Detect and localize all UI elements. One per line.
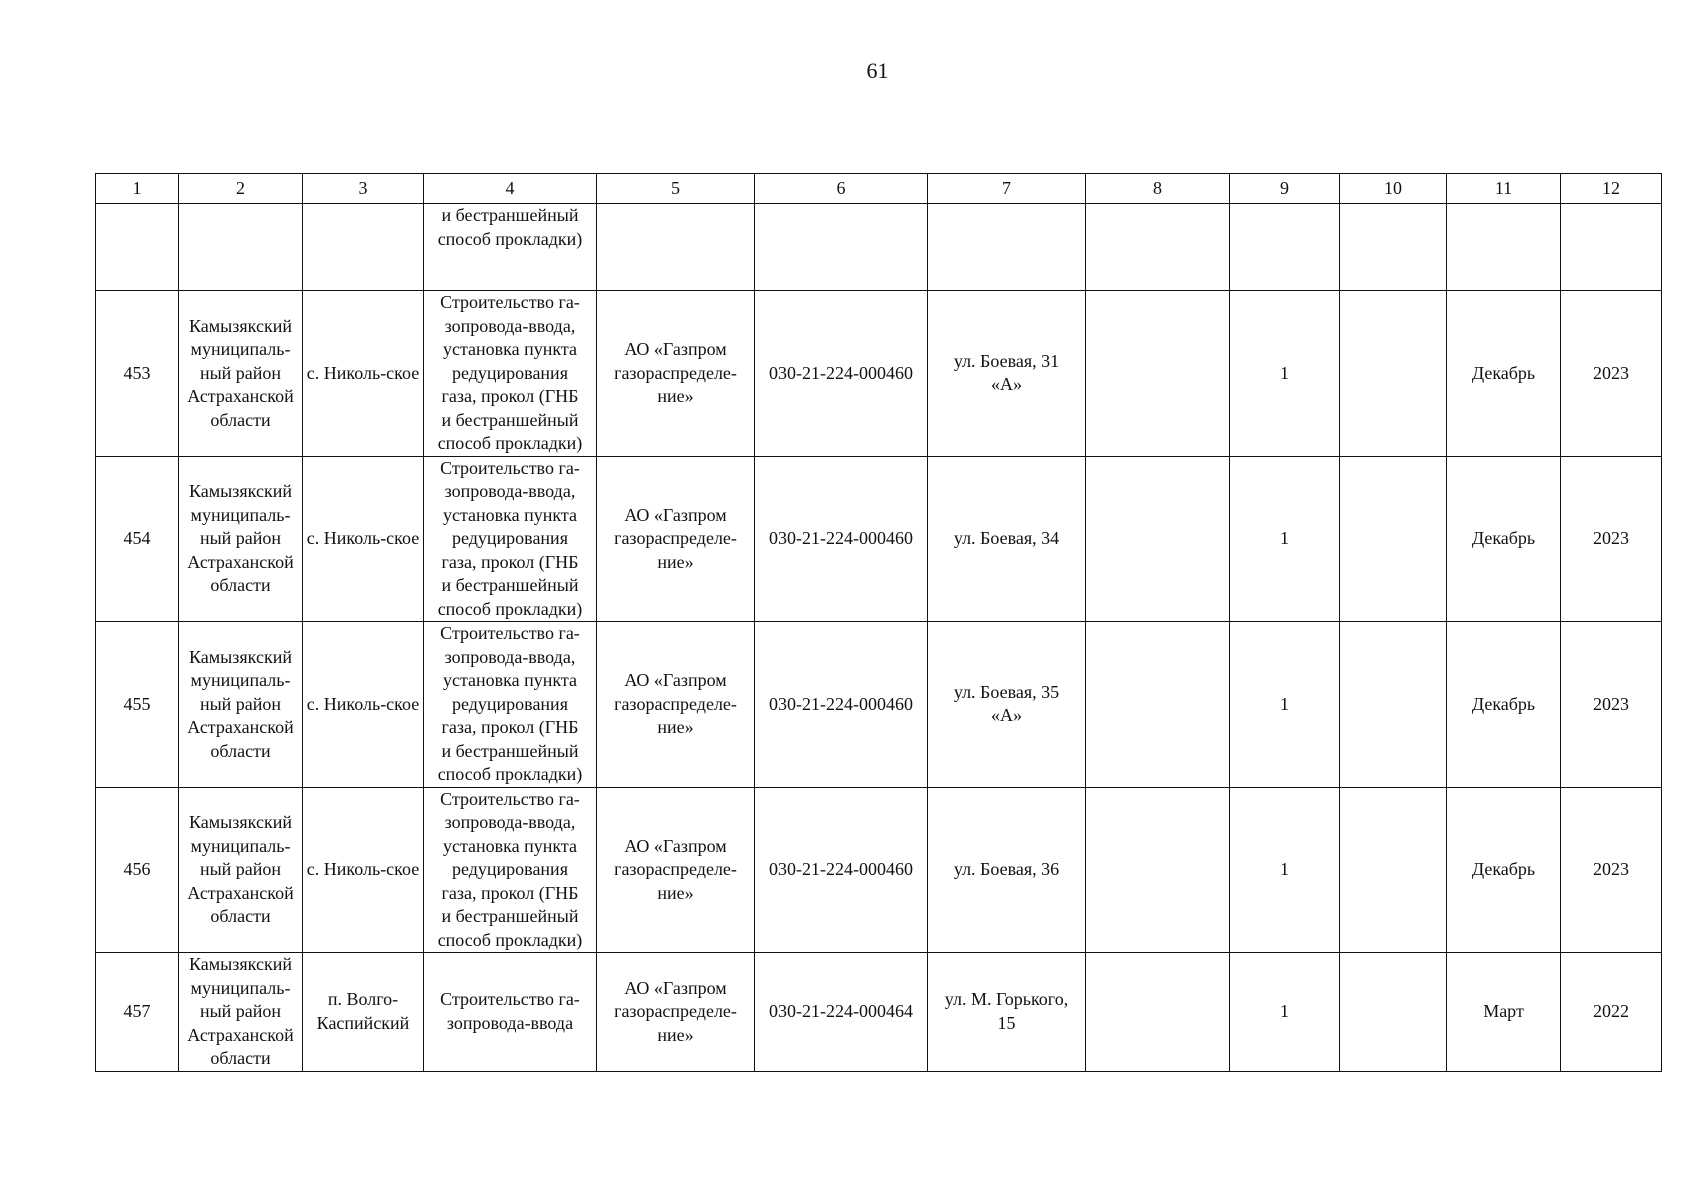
cell-text: 1: [1280, 859, 1289, 879]
cell: [1086, 204, 1230, 291]
text-line: Строительство га-: [440, 989, 580, 1010]
company: [597, 291, 755, 457]
row-number: [96, 953, 179, 1072]
text-line: зопровода-ввода,: [444, 812, 576, 832]
text-line: способ прокладки): [437, 764, 583, 784]
text-line: АО «Газпром: [624, 504, 727, 525]
object-code: [755, 953, 928, 1072]
cell: [1340, 953, 1447, 1072]
cell: [1447, 204, 1561, 291]
address: [928, 291, 1086, 457]
text-line: установка пункта: [442, 835, 577, 856]
continuation-row: [96, 204, 1662, 291]
text-line: области: [210, 740, 271, 761]
cell: [1340, 787, 1447, 953]
text-line: с. Николь-ское: [306, 528, 420, 548]
count: [1230, 622, 1340, 788]
cell: [755, 204, 928, 291]
column-number-row: [96, 174, 1662, 204]
text-line: ный район: [199, 859, 282, 879]
row-number: [96, 622, 179, 788]
work-description: [424, 622, 597, 788]
text-line: АО «Газпром: [624, 339, 727, 359]
district: [179, 953, 303, 1072]
cell-text: Декабрь: [1471, 362, 1536, 383]
row-number: [96, 456, 179, 622]
text-line: п. Волго-: [327, 989, 399, 1010]
text-line: установка пункта: [442, 339, 577, 359]
text-line: ул. Боевая, 31: [953, 350, 1060, 371]
cell-text: 2022: [1593, 1001, 1629, 1021]
cell: [179, 204, 303, 291]
company: [597, 456, 755, 622]
text-line: Астраханской: [187, 551, 294, 572]
column-number: 7: [928, 174, 1086, 204]
text-line: ный район: [199, 1001, 282, 1021]
text-line: 15: [997, 1012, 1016, 1033]
work-description: [424, 953, 597, 1072]
text-line: и бестраншейный: [441, 740, 579, 761]
column-number: 3: [303, 174, 424, 204]
text-line: Каспийский: [316, 1012, 410, 1033]
year: [1561, 456, 1662, 622]
text-line: редуцирования: [452, 528, 568, 548]
month: [1447, 953, 1561, 1072]
table-row: [96, 953, 1662, 1072]
text-line: Астраханской: [187, 882, 294, 903]
count: [1230, 291, 1340, 457]
cell-text: 030-21-224-000464: [769, 1001, 913, 1021]
text-line: установка пункта: [442, 670, 577, 690]
object-code: [755, 456, 928, 622]
page-number: 61: [866, 58, 889, 83]
text-line: АО «Газпром: [624, 670, 727, 690]
text-line: с. Николь-ское: [306, 693, 420, 714]
text-line: редуцирования: [452, 859, 568, 879]
column-number: 2: [179, 174, 303, 204]
cell: [1086, 291, 1230, 457]
object-code: [755, 291, 928, 457]
text-line: газораспределе-: [614, 1001, 737, 1021]
column-number: 1: [96, 174, 179, 204]
text-line: муниципаль-: [190, 670, 291, 690]
cell: [1086, 456, 1230, 622]
text-line: ул. Боевая, 36: [953, 859, 1060, 879]
text-line: газа, прокол (ГНБ: [441, 386, 579, 406]
text-line: установка пункта: [442, 504, 577, 525]
address: [928, 456, 1086, 622]
cell: [1230, 204, 1340, 291]
text-line: способ прокладки): [437, 929, 583, 950]
month: [1447, 787, 1561, 953]
text-line: области: [210, 409, 271, 430]
text-line: Астраханской: [187, 717, 294, 737]
text-line: зопровода-ввода,: [444, 315, 576, 336]
cell: [1561, 204, 1662, 291]
text-line: Камызякский: [189, 812, 292, 832]
table-row: [96, 787, 1662, 953]
cell: [1340, 456, 1447, 622]
address: [928, 622, 1086, 788]
text-line: ние»: [657, 882, 694, 903]
table-body: [96, 174, 1662, 1072]
cell-text: 030-21-224-000460: [769, 362, 913, 383]
text-line: муниципаль-: [190, 977, 291, 998]
table-row: [96, 291, 1662, 457]
text-line: муниципаль-: [190, 339, 291, 359]
text-line: Строительство га-: [440, 457, 580, 478]
column-number: 4: [424, 174, 597, 204]
cell-text: Декабрь: [1471, 859, 1536, 879]
text-line: ный район: [199, 693, 282, 714]
count: [1230, 456, 1340, 622]
year: [1561, 787, 1662, 953]
text-line: редуцирования: [452, 362, 568, 383]
text-line: с. Николь-ское: [306, 362, 420, 383]
text-line: области: [210, 906, 271, 926]
text-line: и бестраншейный: [441, 205, 579, 225]
text-line: газораспределе-: [614, 859, 737, 879]
text-line: и бестраншейный: [441, 906, 579, 926]
cell: [1340, 291, 1447, 457]
cell-text: 1: [1280, 693, 1289, 714]
text-line: способ прокладки): [437, 433, 583, 453]
text-line: Камызякский: [189, 954, 292, 974]
cell-text: 030-21-224-000460: [769, 859, 913, 879]
text-line: газа, прокол (ГНБ: [441, 882, 579, 903]
text-line: газа, прокол (ГНБ: [441, 551, 579, 572]
text-line: зопровода-ввода,: [444, 646, 576, 667]
cell-text: 453: [123, 362, 151, 383]
table-row: [96, 622, 1662, 788]
object-code: [755, 787, 928, 953]
settlement: [303, 456, 424, 622]
text-line: ул. Боевая, 35: [953, 681, 1060, 702]
company: [597, 953, 755, 1072]
text-line: ул. М. Горького,: [944, 989, 1069, 1010]
count: [1230, 953, 1340, 1072]
column-number: 11: [1447, 174, 1561, 204]
cell: [1340, 204, 1447, 291]
text-line: газораспределе-: [614, 362, 737, 383]
company: [597, 622, 755, 788]
year: [1561, 291, 1662, 457]
text-line: газа, прокол (ГНБ: [441, 717, 579, 737]
cell-text: 1: [1280, 362, 1289, 383]
cell-text: Декабрь: [1471, 693, 1536, 714]
year: [1561, 622, 1662, 788]
text-line: Камызякский: [189, 481, 292, 501]
work-description-continuation: [424, 204, 597, 291]
object-code: [755, 622, 928, 788]
text-line: ние»: [657, 551, 694, 572]
cell: [1086, 953, 1230, 1072]
cell-text: 030-21-224-000460: [769, 693, 913, 714]
text-line: Строительство га-: [440, 788, 580, 809]
settlement: [303, 953, 424, 1072]
work-description: [424, 456, 597, 622]
text-line: ние»: [657, 717, 694, 737]
cell: [96, 204, 179, 291]
text-line: и бестраншейный: [441, 409, 579, 430]
district: [179, 291, 303, 457]
text-line: газораспределе-: [614, 528, 737, 548]
column-number: 8: [1086, 174, 1230, 204]
text-line: зопровода-ввода,: [444, 481, 576, 501]
cell-text: 1: [1280, 1001, 1289, 1021]
cell: [597, 204, 755, 291]
text-line: ный район: [199, 528, 282, 548]
text-line: ный район: [199, 362, 282, 383]
cell-text: Март: [1483, 1001, 1524, 1021]
company: [597, 787, 755, 953]
settlement: [303, 291, 424, 457]
text-line: АО «Газпром: [624, 835, 727, 856]
text-line: Камызякский: [189, 646, 292, 667]
work-description: [424, 291, 597, 457]
cell-text: 1: [1280, 528, 1289, 548]
cell: [1086, 787, 1230, 953]
month: [1447, 456, 1561, 622]
cell: [303, 204, 424, 291]
text-line: ул. Боевая, 34: [953, 528, 1060, 548]
address: [928, 953, 1086, 1072]
text-line: зопровода-ввода: [446, 1012, 574, 1033]
district: [179, 622, 303, 788]
cell-text: 455: [123, 693, 151, 714]
cell-text: 030-21-224-000460: [769, 528, 913, 548]
text-line: и бестраншейный: [441, 575, 579, 595]
cell-text: 2023: [1593, 859, 1629, 879]
column-number: 6: [755, 174, 928, 204]
text-line: области: [210, 1048, 271, 1068]
text-line: «А»: [991, 705, 1022, 726]
district: [179, 456, 303, 622]
district: [179, 787, 303, 953]
text-line: Строительство га-: [440, 292, 580, 312]
text-line: муниципаль-: [190, 835, 291, 856]
cell: [1086, 622, 1230, 788]
text-line: Астраханской: [187, 1024, 294, 1045]
data-table: [95, 173, 1662, 1072]
row-number: [96, 787, 179, 953]
row-number: [96, 291, 179, 457]
cell-text: 454: [123, 528, 151, 548]
text-line: с. Николь-ское: [306, 859, 420, 879]
cell-text: Декабрь: [1471, 528, 1536, 548]
cell-text: 456: [123, 859, 151, 879]
cell-text: 2023: [1593, 362, 1629, 383]
work-description: [424, 787, 597, 953]
text-line: ние»: [657, 1024, 694, 1045]
column-number: 5: [597, 174, 755, 204]
year: [1561, 953, 1662, 1072]
cell-text: 2023: [1593, 528, 1629, 548]
column-number: 9: [1230, 174, 1340, 204]
text-line: редуцирования: [452, 693, 568, 714]
text-line: Камызякский: [189, 315, 292, 336]
column-number: 12: [1561, 174, 1662, 204]
cell-text: 457: [123, 1001, 151, 1021]
month: [1447, 291, 1561, 457]
table-row: [96, 456, 1662, 622]
column-number: 10: [1340, 174, 1447, 204]
text-line: газораспределе-: [614, 693, 737, 714]
text-line: муниципаль-: [190, 504, 291, 525]
text-line: способ прокладки): [437, 228, 583, 249]
settlement: [303, 787, 424, 953]
text-line: «А»: [991, 374, 1022, 395]
month: [1447, 622, 1561, 788]
count: [1230, 787, 1340, 953]
text-line: Астраханской: [187, 386, 294, 406]
cell: [1340, 622, 1447, 788]
text-line: Строительство га-: [440, 623, 580, 643]
cell-text: 2023: [1593, 693, 1629, 714]
text-line: АО «Газпром: [624, 977, 727, 998]
text-line: ние»: [657, 386, 694, 406]
settlement: [303, 622, 424, 788]
text-line: области: [210, 575, 271, 595]
address: [928, 787, 1086, 953]
text-line: способ прокладки): [437, 598, 583, 619]
cell: [928, 204, 1086, 291]
